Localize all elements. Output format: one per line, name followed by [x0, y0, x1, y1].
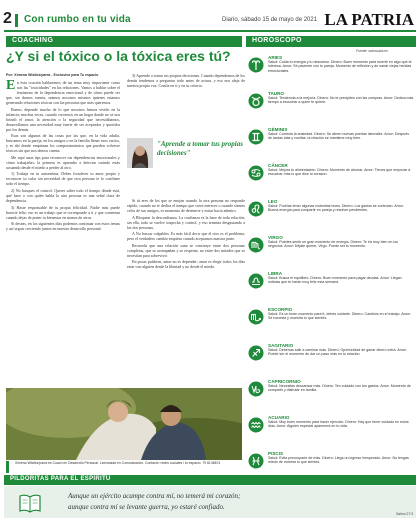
sign-name: LEO	[268, 199, 278, 204]
article-paragraph: Bueno, depende mucho de lo que nosotros hemos vivido en la infancia; muchas veces, cuando crecemos en un hogar donde no se nos brindó el amor, la atención o la seguridad que necesitábamos, desarrollamos una necesidad muy fuerte de ser aceptados y queridos por los demás.	[6, 106, 120, 132]
article-paragraph: A No buscar culpables. Es más fácil decir que el otro es el problema, pero el verdadero cambio empieza cuando aceptamos nuestra parte.	[127, 231, 245, 242]
sign-virgo	[246, 235, 416, 271]
sign-libra	[246, 271, 416, 307]
scorpio-icon	[248, 309, 264, 325]
sagittarius-icon	[248, 345, 264, 361]
sign-text: Salud: Controla la ansiedad. Dinero: Se abren nuevas puertas laborales. Amor: Después de tantas idas y vueltas, la relación se mantiene muy bien.	[268, 132, 410, 141]
quote-line-1: Aunque un ejército acampe contra mí, no temerá mi corazón;	[68, 492, 241, 500]
capricorn-icon	[248, 381, 264, 397]
sign-text: Salud: Es un buen momento para ti, debes cuidarte. Dinero: Cambios en el trabajo. Amor: Sé honesta y muestra lo que sientes.	[268, 312, 411, 321]
pull-quote: "Aprende a tomar tus propias decisiones"	[157, 140, 243, 157]
drop-cap: E	[6, 80, 16, 93]
sign-name: ESCORPIO	[268, 307, 293, 312]
sign-text: Salud: Muy buen momento para hacer ejercicio. Dinero: Hay que tener cuidado en estos días. Amor: Alguien especial aparecerá en tu vida.	[268, 420, 409, 429]
quote-citation: Salmo 27:3	[396, 512, 414, 516]
article-headline: ¿Y si el tóxico o la tóxica eres tú?	[6, 48, 231, 64]
article-paragraph: En ésta ocasión hablaremos de un tema muy importante como son las "toxicidades" en las relaciones. Vamos a hablar sobre el fenómeno de la dependencia emocional y de cómo puede ser que, sin darnos cuenta, seamos nosotros mismos quienes estamos generando relaciones tóxicas con las personas que más queremos.	[6, 80, 120, 105]
article-paragraph: A Bloquear la desconfianza. La confianza es la base de toda relación; sin ella, todo se vuelve sospecha y control, y eso termina desgastando a las dos personas.	[127, 214, 245, 230]
article-paragraph: Si tú eres de los que se enojan cuando la otra persona no responde rápido, cuando no te dedica el tiempo que crees merecer o cuando sientes celos de sus amigos, es momento de detenerte y mirar hacia adentro.	[127, 198, 245, 213]
sign-text: Salud: Mejora tu alimentación. Dinero: Momento de ahorrar. Amor: Tienes que empezar a escuchar más lo que dice tu corazón.	[268, 168, 411, 177]
sign-text: Salud: Cuida tu energía y tu descanso. Dinero: Buen momento para invertir en algo que te interesa. Amor: Sé paciente con tu pareja. Momento de reflexión y de sanar viejas heridas emocionales.	[268, 60, 412, 73]
sign-name: GÉMINIS	[268, 127, 288, 132]
pildoritas-box	[4, 486, 416, 518]
cancer-icon	[248, 165, 264, 181]
sign-text: Salud: Tendencia a la mejoría. Dinero: No te precipites con las compras. Amor: Dedica más tiempo a escuchar a quien te quiere.	[268, 96, 414, 105]
sign-text: Salud: Puedes sentir un gran momento de energía. Dinero: Te irá muy bien en los negocios. Amor: Déjate querer, Virgo. Puede ser tu momento.	[268, 240, 398, 249]
horoscope-title: HORÓSCOPO	[252, 37, 302, 44]
article-paragraph: 2) No busques el control. Querer saber todo el tiempo dónde está, qué hace o con quién habla la otra persona es una señal clara de dependencia.	[6, 187, 120, 203]
gemini-icon	[248, 129, 264, 145]
sign-name: LIBRA	[268, 271, 283, 276]
sign-sagittarius	[246, 343, 416, 379]
sign-name: ACUARIO	[268, 415, 290, 420]
pisces-icon	[248, 453, 264, 469]
taurus-icon	[248, 93, 264, 109]
article-paragraph: Recuerda que una relación sana se construye entre dos personas completas, que se acompañan y se respetan, no entre dos mitades que se necesitan para sobrevivir.	[127, 242, 245, 258]
sign-aquarius	[246, 415, 416, 451]
sign-cancer	[246, 163, 416, 199]
article-byline: Por: Ximena Wistlez/parra - Exclusivo para Tu espacio	[6, 73, 99, 77]
couple-photo	[6, 388, 242, 460]
section-title: Con rumbo en tu vida	[24, 14, 131, 25]
virgo-icon	[248, 237, 264, 253]
sign-leo	[246, 199, 416, 235]
article-paragraph: Esas son algunas de las cosas por las que, en la vida adulta, buscamos en la pareja, en los amigos o en la familia llenar esos vacíos, y es ahí donde empiezan los comportamientos que pueden volverse tóxicos sin que nos demos cuenta.	[6, 133, 120, 154]
sign-capricorn	[246, 379, 416, 415]
pildoritas-title: PILDORITAS PARA EL ESPÍRITU	[10, 476, 111, 482]
article-paragraph: 3) Aprende a tomar tus propias decisiones. Cuando dependemos de los demás tendemos a preguntar todo antes de actuar, y eso nos aleja de nuestra propia voz. Confía en ti y en tu criterio.	[127, 73, 245, 88]
horoscope-source: Fuente: astrosuba.es	[356, 49, 388, 53]
libra-icon	[248, 273, 264, 289]
sign-pisces	[246, 451, 416, 473]
couple-photo-image	[6, 388, 242, 460]
sign-text: Salud: Evita preocuparte de más. Dinero: Llega un ingreso inesperado. Amor: No tengas miedo de mostrar lo que sientes.	[268, 456, 409, 465]
sign-name: CAPRICORNIO	[268, 379, 301, 384]
sign-name: SAGITARIO	[268, 343, 294, 348]
pildoritas-header-bar	[4, 475, 416, 485]
sign-name: TAURO	[268, 91, 284, 96]
sign-taurus	[246, 91, 416, 127]
article-paragraph: 3) Haste responsable de tu propia felicidad. Nadie más puede hacerte feliz; eso es un trabajo que te corresponde a ti y que comienza cuando dejas de poner tu bienestar en manos de otros.	[6, 204, 120, 220]
leo-icon	[248, 201, 264, 217]
aquarius-icon	[248, 417, 264, 433]
page-header	[0, 0, 420, 40]
author-credit: Ximena Wistlez/parra es Coach en Desarrollo Personal. Licenciada en Comunicación. Contacto: redes sociales / tu espacio. 79 8136874	[6, 461, 242, 473]
coaching-kicker-bar	[6, 36, 242, 47]
sign-text: Salud: Podrías tener algunas molestias leves. Dinero: Los gastos se controlan. Amor: Buena energía para compartir en pareja y resolver pendientes.	[268, 204, 404, 213]
article-paragraph: Me aquí unas tips para reconocer tus dependencias emocionales y cómo trabajarlas: la primera es aprender a detectar cuándo estás actuando desde el miedo a perder al otro.	[6, 154, 120, 170]
sign-text: Salud: Necesitas descansar más. Dinero: Ten cuidado con tus gastos. Amor: Momento de compartir y disfrutar en familia.	[268, 384, 411, 393]
article-paragraph: 1) Trabaja en tu autoestima. Debes fortalecer tu amor propio y reconocer tu valor sin necesidad de que otra persona te lo confirme todo el tiempo.	[6, 171, 120, 187]
sign-gemini	[246, 127, 416, 163]
header-rule	[4, 30, 416, 32]
horoscope-header-bar	[246, 36, 416, 47]
author-portrait-image	[127, 138, 153, 168]
article-column-2	[127, 73, 245, 136]
coaching-kicker: COACHING	[12, 37, 54, 44]
sign-name: PISCIS	[268, 451, 284, 456]
page-number: 2	[3, 10, 12, 27]
sign-name: ARIES	[268, 55, 283, 60]
sign-text: Salud: Deberías salir a caminar más. Dinero: Oportunidad de ganar dinero extra. Amor: Puede ser el momento de dar un paso más en tu relación.	[268, 348, 407, 357]
sign-name: CÁNCER	[268, 163, 288, 168]
header-accent-bar	[15, 14, 18, 27]
article-paragraph: En pocas palabras, amar no es depender; amar es elegir todos los días estar con alguien desde la libertad y no desde el miedo.	[127, 259, 245, 270]
article-column-1	[6, 80, 120, 386]
bible-icon	[18, 492, 42, 514]
dateline: Diario, sábado 15 de mayo de 2021	[222, 17, 318, 23]
sign-scorpio	[246, 307, 416, 343]
sign-text: Salud: Busca el equilibrio. Dinero: Buen momento para pagar deudas. Amor: Llegan noticias que te harán muy feliz esta semana.	[268, 276, 402, 285]
masthead-logo: LA PATRIA	[324, 10, 414, 29]
aries-icon	[248, 57, 264, 73]
article-column-2-continued	[127, 198, 245, 386]
article-paragraph: Si deseas, en los siguientes días podemos continuar con estos temas y así seguir creciendo juntos en nuestro desarrollo personal.	[6, 221, 120, 232]
pildoritas-quote	[68, 491, 398, 513]
sign-aries	[246, 55, 416, 91]
author-portrait	[127, 138, 153, 168]
quote-line-2: aunque contra mí se levante guerra, yo estaré confiado.	[68, 503, 225, 511]
sign-name: VIRGO	[268, 235, 283, 240]
